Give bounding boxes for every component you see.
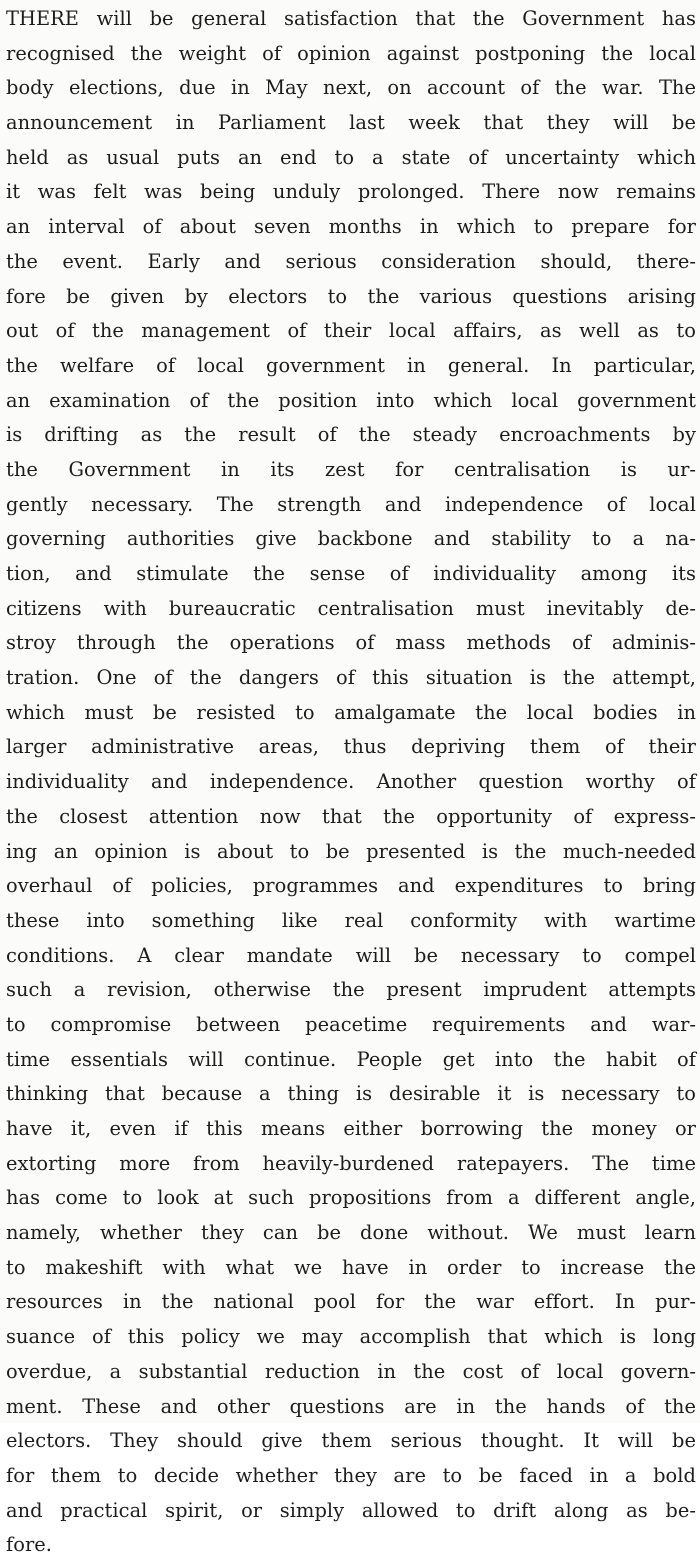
article-line: the closest attention now that the opportunity of express- xyxy=(6,804,696,828)
article-line: electors. They should give them serious thought. It will be xyxy=(6,1429,696,1453)
article-line: announcement in Parliament last week that they will be xyxy=(6,111,696,135)
article-line: such a revision, otherwise the present imprudent attempts xyxy=(6,978,696,1002)
article-line: for them to decide whether they are to be faced in a bold xyxy=(6,1463,696,1487)
article-line: extorting more from heavily-burdened ratepayers. The time xyxy=(6,1151,696,1175)
article-line: individuality and independence. Another question worthy of xyxy=(6,770,696,794)
article-line: resources in the national pool for the war effort. In pur- xyxy=(6,1290,696,1314)
article-line: fore. xyxy=(6,1533,53,1557)
article-line: citizens with bureaucratic centralisation must inevitably de- xyxy=(6,596,696,620)
article-line: tration. One of the dangers of this situation is the attempt, xyxy=(6,666,696,690)
article-line: held as usual puts an end to a state of uncertainty which xyxy=(6,145,696,169)
article-line: fore be given by electors to the various questions arising xyxy=(6,284,696,308)
article-line: the welfare of local government in general. In particular, xyxy=(6,353,696,377)
article-line: have it, even if this means either borrowing the money or xyxy=(6,1117,696,1140)
article-line: is drifting as the result of the steady encroachments by xyxy=(6,423,696,447)
article-line: the event. Early and serious consideration should, there- xyxy=(6,249,696,273)
article-line: and practical spirit, or simply allowed to drift along as be- xyxy=(6,1498,696,1522)
article-line: to makeshift with what we have in order to increase the xyxy=(6,1255,696,1279)
article-line: to compromise between peacetime requirements and war- xyxy=(6,1012,696,1036)
article-line: suance of this policy we may accomplish that which is long xyxy=(6,1325,696,1349)
article-line: out of the management of their local affairs, as well as to xyxy=(6,319,696,343)
article-line: ment. These and other questions are in the hands of the xyxy=(6,1394,696,1418)
article-line: tion, and stimulate the sense of individuality among its xyxy=(6,562,696,585)
article-line: stroy through the operations of mass methods of adminis- xyxy=(6,631,696,655)
article-line: which must be resisted to amalgamate the local bodies in xyxy=(6,700,696,724)
article-line: has come to look at such propositions from a different angle, xyxy=(6,1186,696,1210)
article-line: time essentials will continue. People get into the habit of xyxy=(6,1047,696,1071)
article-line: overhaul of policies, programmes and expenditures to bring xyxy=(6,874,696,898)
article-line: larger administrative areas, thus depriving them of their xyxy=(6,735,696,759)
article-line: governing authorities give backbone and stability to a na- xyxy=(6,527,696,551)
article-line: these into something like real conformity with wartime xyxy=(6,908,696,932)
article-line: an examination of the position into which local government xyxy=(6,388,696,412)
article-line: the Government in its zest for centralisation is ur- xyxy=(6,457,696,481)
article-line: namely, whether they can be done without. We must learn xyxy=(6,1221,696,1245)
article-line: gently necessary. The strength and independence of local xyxy=(6,492,696,516)
article-line: recognised the weight of opinion against postponing the local xyxy=(6,41,696,65)
article-line: it was felt was being unduly prolonged. There now remains xyxy=(6,180,696,204)
article-line: body elections, due in May next, on account of the war. The xyxy=(6,76,696,100)
article-line: overdue, a substantial reduction in the cost of local govern- xyxy=(6,1359,696,1383)
article-line: conditions. A clear mandate will be necessary to compel xyxy=(6,943,696,967)
article-line: thinking that because a thing is desirable it is necessary to xyxy=(6,1082,696,1106)
editorial-article xyxy=(6,2,696,1563)
article-line: THERE will be general satisfaction that the Government has xyxy=(6,7,696,30)
article-line: an interval of about seven months in which to prepare for xyxy=(6,215,696,239)
article-line: ing an opinion is about to be presented is the much-needed xyxy=(6,839,696,863)
